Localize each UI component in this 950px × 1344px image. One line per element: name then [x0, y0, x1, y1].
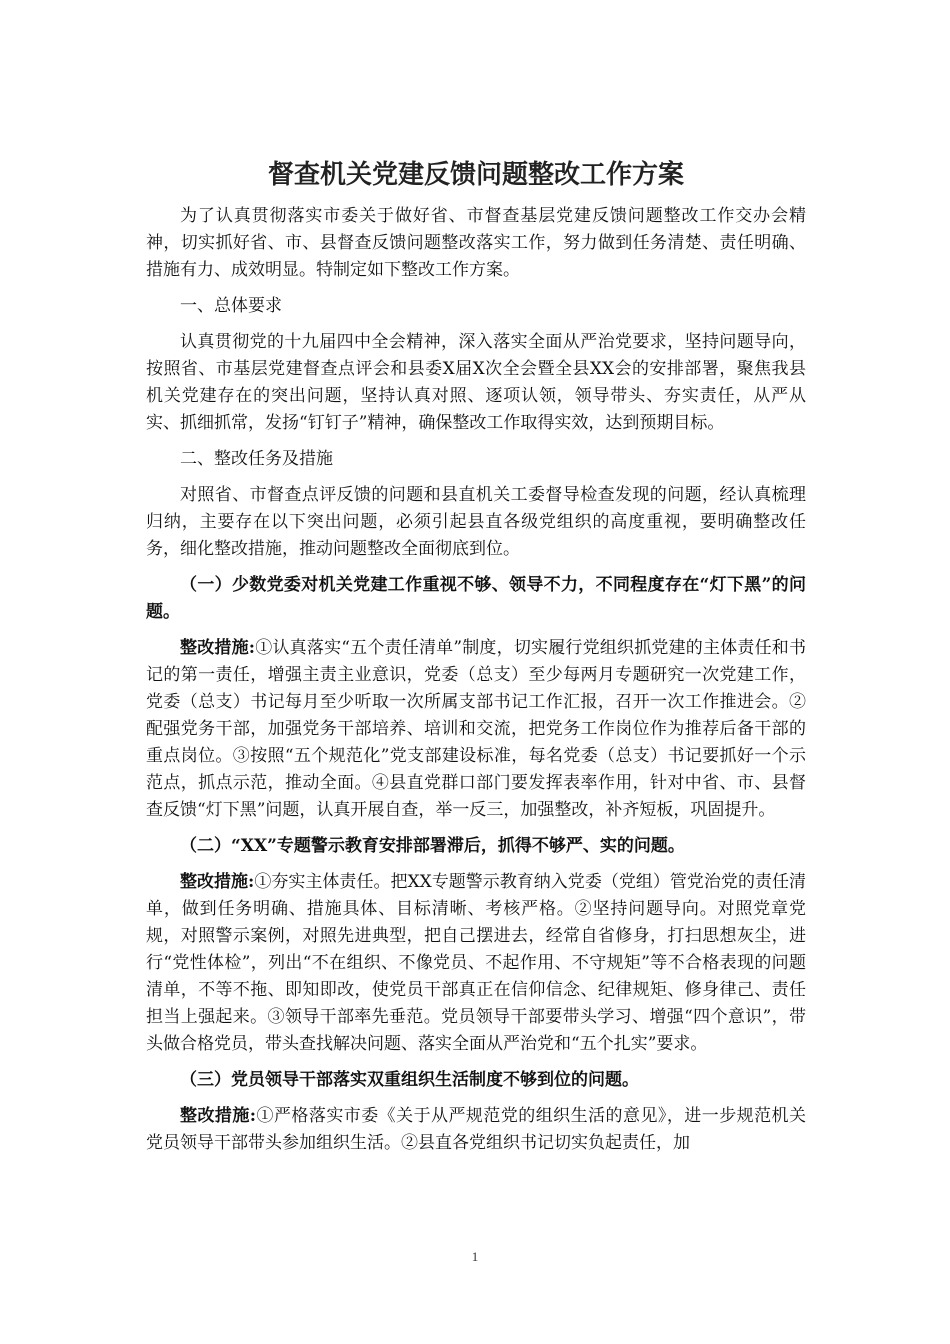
issue-heading-3: （三）党员领导干部落实双重组织生活制度不够到位的问题。	[180, 1070, 639, 1090]
document-content	[146, 155, 806, 1166]
measures-text-1: ①认真落实“五个责任清单”制度，切实履行党组织抓党建的主体责任和书记的第一责任，增强主责主业意识，党委（总支）至少每两月专题研究一次党建工作，党委（总支）书记每月至少听取一次所属支部书记工作汇报，召开一次工作推进会。②配强党务干部，加强党务干部培养、培训和交流，把党务工作岗位作为推荐后备干部的重点岗位。③按照“五个规范化”党支部建设标准，每名党委（总支）书记要抓好一个示范点，抓点示范，推动全面。④县直党群口部门要发挥表率作用，针对中省、市、县督查反馈“灯下黑”问题，认真开展自查，举一反三，加强整改，补齐短板，巩固提升。	[146, 638, 806, 820]
page-number: 1	[471, 1249, 479, 1264]
issue-heading-2: （二）“XX”专题警示教育安排部署滞后，抓得不够严、实的问题。	[180, 836, 685, 856]
rectification-tasks-paragraph: 对照省、市督查点评反馈的问题和县直机关工委督导检查发现的问题，经认真梳理归纳，主要存在以下突出问题，必须引起县直各级党组织的高度重视，要明确整改任务，细化整改措施，推动问题整改全面彻底到位。	[146, 485, 806, 559]
measures-text-2: ①夯实主体责任。把XX专题警示教育纳入党委（党组）管党治党的责任清单，做到任务明确、措施具体、目标清晰、考核严格。②坚持问题导向。对照党章党规，对照警示案例，对照先进典型，把自己摆进去，经常自省修身，打扫思想灰尘，进行“党性体检”，列出“不在组织、不像党员、不起作用、不守规矩”等不合格表现的问题清单，不等不拖、即知即改，使党员干部真正在信仰信念、纪律规矩、修身律己、责任担当上强起来。③领导干部率先垂范。党员领导干部要带头学习、增强“四个意识”，带头做合格党员，带头查找解决问题、落实全面从严治党和“五个扎实”要求。	[146, 872, 806, 1054]
issue-measures-1	[146, 635, 806, 824]
measures-label: 整改措施:	[180, 1106, 257, 1126]
issue-measures-2	[146, 869, 806, 1058]
section-heading-rectification-tasks: 二、整改任务及措施	[180, 449, 333, 469]
measures-label: 整改措施:	[180, 638, 256, 658]
issue-measures-3	[146, 1103, 806, 1157]
section-heading-general-requirements: 一、总体要求	[180, 296, 282, 316]
general-requirements-paragraph: 认真贯彻党的十九届四中全会精神，深入落实全面从严治党要求，坚持问题导向，按照省、市基层党建督查点评会和县委X届X次全会暨全县XX会的安排部署，聚焦我县机关党建存在的突出问题，坚持认真对照、逐项认领，领导带头、夯实责任，从严从实、抓细抓常，发扬“钉钉子”精神，确保整改工作取得实效，达到预期目标。	[146, 332, 806, 433]
document-title: 督查机关党建反馈问题整改工作方案	[267, 160, 684, 190]
measures-label: 整改措施:	[180, 872, 255, 892]
measures-text-3: ①严格落实市委《关于从严规范党的组织生活的意见》，进一步规范机关党员领导干部带头参加组织生活。②县直各党组织书记切实负起责任，加	[146, 1106, 806, 1153]
intro-paragraph: 为了认真贯彻落实市委关于做好省、市督查基层党建反馈问题整改工作交办会精神，切实抓好省、市、县督查反馈问题整改落实工作，努力做到任务清楚、责任明确、措施有力、成效明显。特制定如下整改工作方案。	[146, 206, 806, 280]
issue-heading-1: （一）少数党委对机关党建工作重视不够、领导不力，不同程度存在“灯下黑”的问题。	[146, 575, 806, 622]
